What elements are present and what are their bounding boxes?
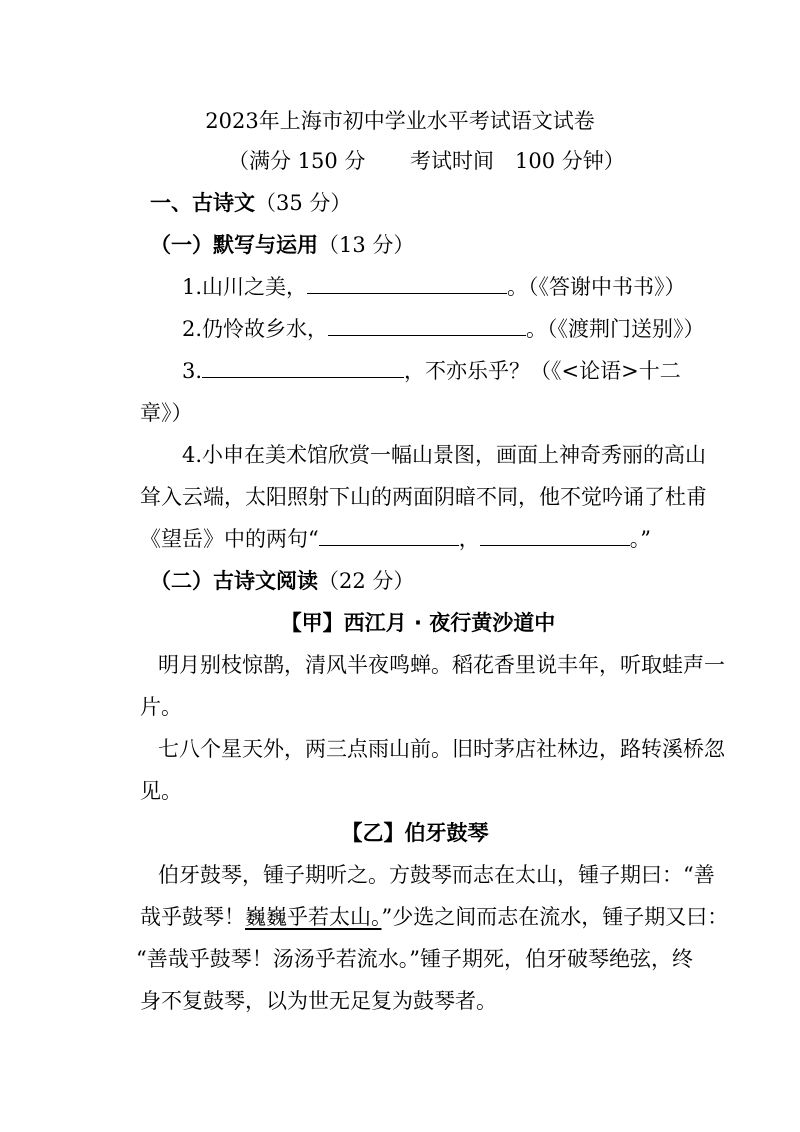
- question-3-suffix: ，不亦乐乎？（《<论语>十二: [404, 359, 681, 383]
- question-2: [182, 314, 705, 344]
- underlined-phrase: 巍巍乎若太山。: [245, 905, 382, 929]
- question-4-line-3: [140, 524, 651, 554]
- poem-jia-title: 【甲】西江月 · 夜行黄沙道中: [280, 611, 556, 635]
- answer-blank-4a[interactable]: [319, 525, 459, 546]
- poem-jia-line-4: 见。: [140, 779, 182, 803]
- question-3-continuation: 章》）: [140, 401, 193, 425]
- part-heading-score: （22 分）: [318, 569, 415, 593]
- poem-jia-line-3: 七八个星天外，两三点雨山前。旧时茅店社林边，路转溪桥忽: [158, 737, 725, 761]
- exam-title: 2023年上海市初中学业水平考试语文试卷: [205, 109, 595, 133]
- part-heading-1: [150, 230, 414, 260]
- part-heading-score: （13 分）: [318, 233, 415, 257]
- poem-yi-line-1: 伯牙鼓琴，锺子期听之。方鼓琴而志在太山，锺子期曰：“善: [158, 863, 715, 887]
- answer-blank-1[interactable]: [307, 273, 507, 294]
- question-4-line-2: 耸入云端，太阳照射下山的两面阴暗不同，他不觉吟诵了杜甫: [140, 485, 707, 509]
- question-3: [182, 356, 681, 386]
- question-1: [182, 272, 686, 302]
- poem-yi-line-2-post: ”少选之间而志在流水，锺子期又曰：: [381, 905, 729, 929]
- question-4-prefix: 《望岳》中的两句“: [140, 527, 319, 551]
- question-1-suffix: 。（《答谢中书书》）: [507, 275, 686, 299]
- poem-jia-line-2: 片。: [140, 695, 182, 719]
- question-1-prefix: 1.山川之美，: [182, 275, 308, 299]
- part-heading-2: [150, 566, 414, 596]
- question-2-suffix: 。（《渡荆门送别》）: [526, 317, 705, 341]
- poem-yi-line-3: “善哉乎鼓琴！汤汤乎若流水。”锺子期死，伯牙破琴绝弦，终: [136, 947, 693, 971]
- poem-yi-title: 【乙】伯牙鼓琴: [341, 821, 489, 845]
- section-heading-score: （35 分）: [255, 191, 352, 215]
- section-heading-text: 一、古诗文: [150, 191, 255, 215]
- answer-blank-4b[interactable]: [480, 525, 630, 546]
- question-4-mid: ，: [458, 527, 480, 551]
- score-info: （满分 150 分: [228, 149, 366, 173]
- poem-yi-line-2: [140, 902, 728, 932]
- question-3-prefix: 3.: [182, 359, 203, 383]
- part-heading-text: （一）默写与运用: [150, 233, 318, 257]
- part-heading-text: （二）古诗文阅读: [150, 569, 318, 593]
- question-4-line-1: 4.小申在美术馆欣赏一幅山景图，画面上神奇秀丽的高山: [182, 443, 707, 467]
- poem-yi-line-2-pre: 哉乎鼓琴！: [140, 905, 245, 929]
- question-2-prefix: 2.仍怜故乡水，: [182, 317, 329, 341]
- answer-blank-3[interactable]: [202, 357, 404, 378]
- poem-jia-line-1: 明月别枝惊鹊，清风半夜鸣蝉。稻花香里说丰年，听取蛙声一: [158, 653, 725, 677]
- poem-yi-line-4: 身不复鼓琴，以为世无足复为鼓琴者。: [140, 989, 497, 1013]
- time-info: 考试时间 100 分钟）: [410, 149, 625, 173]
- question-4-suffix: 。”: [629, 527, 651, 551]
- section-heading-1: [150, 188, 351, 218]
- answer-blank-2[interactable]: [328, 315, 526, 336]
